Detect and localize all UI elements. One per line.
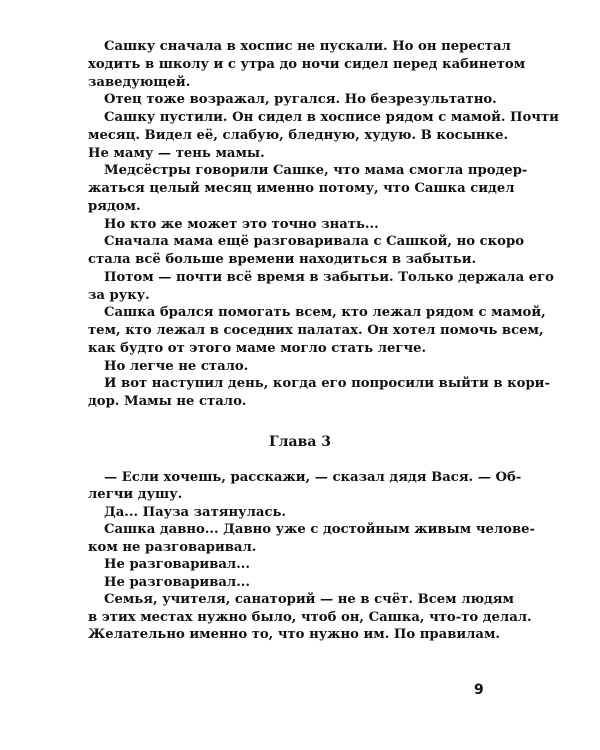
paragraph-line: Сашку пустили. Он сидел в хосписе рядом с мамой. Почти xyxy=(104,110,559,125)
paragraph-line: дор. Мамы не стало. xyxy=(88,394,247,409)
paragraph-line: тем, кто лежал в соседних палатах. Он хотел помочь всем, xyxy=(88,323,544,338)
paragraph-line: жаться целый месяц именно потому, что Сашка сидел xyxy=(88,181,515,196)
paragraph-line: рядом. xyxy=(88,199,141,214)
paragraph-line: Отец тоже возражал, ругался. Но безрезультатно. xyxy=(104,92,497,107)
paragraph-line: И вот наступил день, когда его попросили выйти в кори- xyxy=(104,376,550,391)
paragraph-line: месяц. Видел её, слабую, бледную, худую. В косынке. xyxy=(88,128,509,143)
paragraph-line: ходить в школу и с утра до ночи сидел перед кабинетом xyxy=(88,57,526,72)
paragraph-line: Сашка брался помогать всем, кто лежал рядом с мамой, xyxy=(104,305,546,320)
paragraph-line: — Если хочешь, расскажи, — сказал дядя Вася. — Об- xyxy=(104,470,522,485)
page-number: 9 xyxy=(474,682,484,698)
paragraph-line: Не маму — тень мамы. xyxy=(88,146,265,161)
paragraph-line: за руку. xyxy=(88,288,150,303)
chapter-heading: Глава 3 xyxy=(268,434,332,450)
paragraph-line: заведующей. xyxy=(88,75,191,90)
paragraph-line: легчи душу. xyxy=(88,487,183,502)
paragraph-line: ком не разговаривал. xyxy=(88,540,257,555)
paragraph-line: Да... Пауза затянулась. xyxy=(104,505,287,520)
paragraph-line: Желательно именно то, что нужно им. По правилам. xyxy=(88,627,501,642)
paragraph-line: Сначала мама ещё разговаривала с Сашкой, но скоро xyxy=(104,234,524,249)
paragraph-line: Сашка давно... Давно уже с достойным живым челове- xyxy=(104,522,535,537)
paragraph-line: в этих местах нужно было, чтоб он, Сашка, что-то делал. xyxy=(88,610,532,625)
paragraph-line: стала всё больше времени находиться в забытьи. xyxy=(88,252,477,267)
paragraph-line: Семья, учителя, санаторий — не в счёт. Всем людям xyxy=(104,592,515,607)
paragraph-line: Не разговаривал... xyxy=(104,557,250,572)
paragraph-line: Не разговаривал... xyxy=(104,575,250,590)
paragraph-line: Потом — почти всё время в забытьи. Только держала его xyxy=(104,270,554,285)
paragraph-line: Медсёстры говорили Сашке, что мама смогла продер- xyxy=(104,163,528,178)
paragraph-line: как будто от этого маме могло стать легче. xyxy=(88,341,427,356)
paragraph-line: Сашку сначала в хоспис не пускали. Но он перестал xyxy=(104,39,511,54)
paragraph-line: Но кто же может это точно знать... xyxy=(104,217,379,232)
paragraph-line: Но легче не стало. xyxy=(104,359,249,374)
